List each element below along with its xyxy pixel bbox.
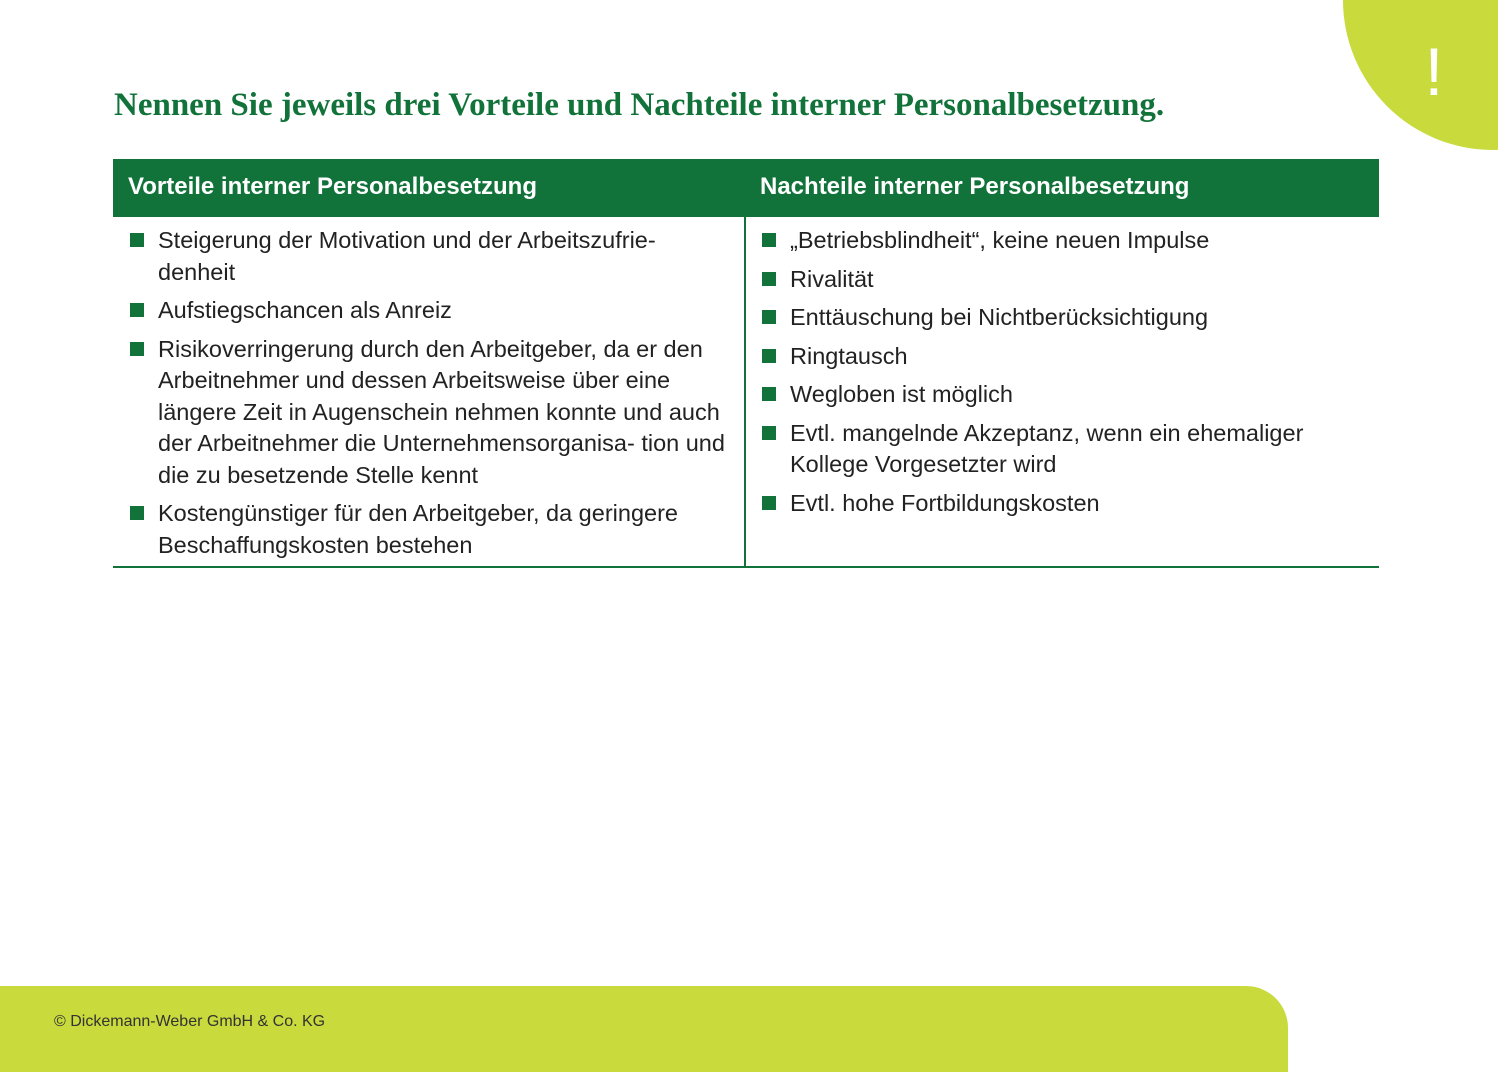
square-bullet-icon [762,233,776,247]
advantage-item [130,225,738,288]
copyright-text: © Dickemann-Weber GmbH & Co. KG [54,1013,326,1030]
disadvantage-text: Wegloben ist möglich [790,381,1013,407]
square-bullet-icon [762,496,776,510]
square-bullet-icon [762,349,776,363]
square-bullet-icon [130,342,144,356]
disadvantages-list [762,225,1362,526]
disadvantage-item [762,225,1362,257]
disadvantage-item [762,379,1362,411]
advantages-list [130,225,738,568]
square-bullet-icon [130,303,144,317]
advantage-text: Kostengünstiger für den Arbeitgeber, da geringere Beschaffungskosten bestehen [158,500,678,558]
advantage-item [130,295,738,327]
footer-band [0,986,1288,1072]
disadvantage-item [762,341,1362,373]
square-bullet-icon [130,233,144,247]
square-bullet-icon [762,387,776,401]
table-header [113,159,1379,217]
disadvantage-text: Evtl. hohe Fortbildungskosten [790,489,1100,516]
disadvantage-text: Ringtausch [790,342,908,369]
comparison-table [113,159,1379,568]
square-bullet-icon [762,310,776,324]
column-divider [744,217,746,566]
advantage-text: Steigerung der Motivation und der Arbeitszufrie- denheit [158,227,656,285]
square-bullet-icon [762,272,776,286]
advantage-item [130,334,738,492]
advantage-item [130,498,738,561]
disadvantage-item [762,302,1362,334]
disadvantage-text: Evtl. mangelnde Akzeptanz, wenn ein ehemaliger Kollege Vorgesetzter wird [790,419,1304,477]
disadvantage-text: Enttäuschung bei Nichtberücksichtigung [790,304,1209,330]
disadvantage-text: Rivalität [790,265,874,292]
page-title: Nennen Sie jeweils drei Vorteile und Nachteile interner Personalbesetzung. [114,87,1165,123]
square-bullet-icon [130,506,144,520]
advantage-text: Aufstiegschancen als Anreiz [158,297,452,323]
advantage-text: Risikoverringerung durch den Arbeitgeber, da er den Arbeitnehmer und dessen Arbeitsweise über eine längere Zeit in Augenschein nehmen konnte und auch der Arbeitnehmer die Unternehmensorganisa- tion und die zu besetzende Stelle kennt [158,335,725,488]
disadvantage-item [762,488,1362,520]
disadvantages-column-title: Nachteile interner Personalbesetzung [760,173,1190,200]
disadvantage-item [762,418,1362,481]
square-bullet-icon [762,426,776,440]
disadvantage-text: „Betriebsblindheit“, keine neuen Impulse [790,227,1210,253]
disadvantage-item [762,264,1362,296]
advantages-column-title: Vorteile interner Personalbesetzung [128,173,537,200]
exclamation-icon: ! [1424,34,1444,110]
